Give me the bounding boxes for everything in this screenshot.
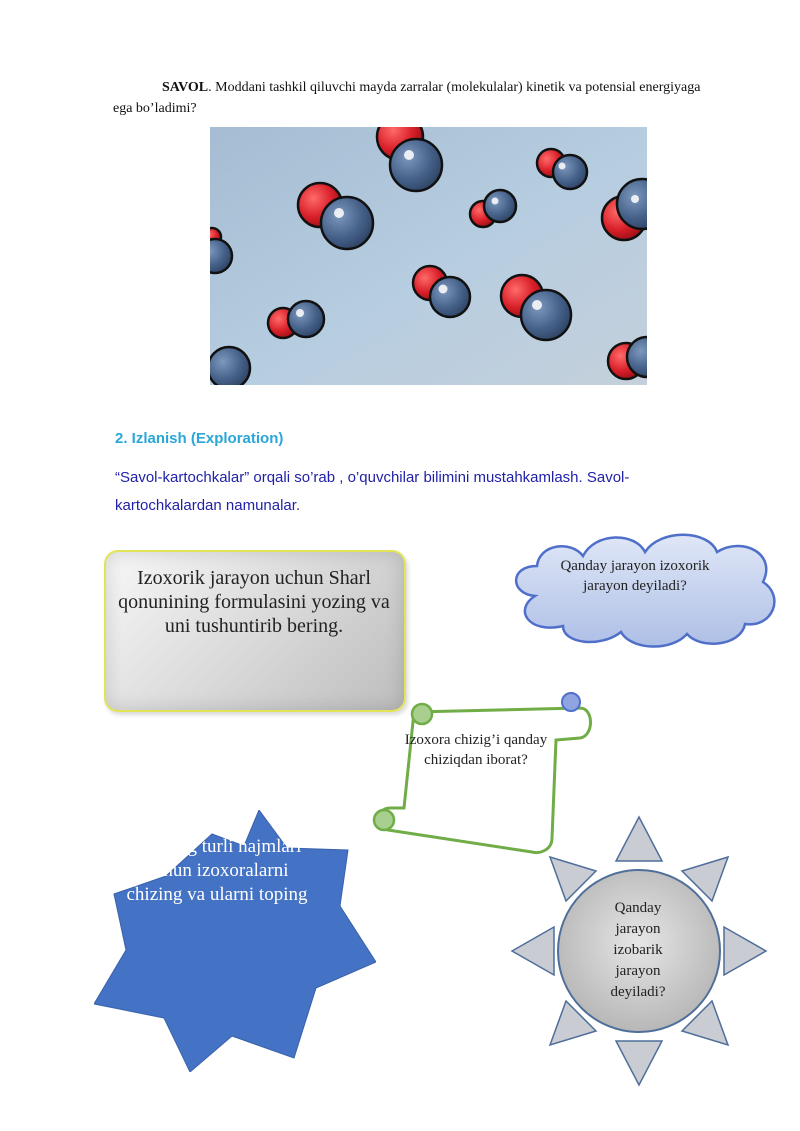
question-label: SAVOL [162,80,209,95]
question-text: . Moddani tashkil qiluvchi mayda zarralar (molekulalar) kinetik va potensial energiyaga ega bo’ladimi? [113,80,701,116]
cloud-card-text: Qanday jarayon izoxorik jarayon deyiladi? [560,558,710,594]
question-card-text: Izoxorik jarayon uchun Sharl qonunining formulasini yozing va uni tushuntirib bering. [118,567,390,637]
section-intro: “Savol-kartochkalar” orqali so’rab , o’quvchilar bilimini mustahkamlash. Savol-kartochkalardan namunalar. [115,469,630,514]
molecules-image [210,127,647,385]
star-card-text: Gazning turli hajmlari uchun izoxoralarni chizing va ularni toping [126,836,308,905]
scroll-card-text: Izoxora chizig’i qanday chiziqdan iborat? [404,732,548,768]
sun-card-text: Qanday jarayon izobarik jarayon deyiladi? [610,900,666,1000]
section-heading: 2. Izlanish (Exploration) [115,430,284,447]
question-paragraph [113,77,713,119]
